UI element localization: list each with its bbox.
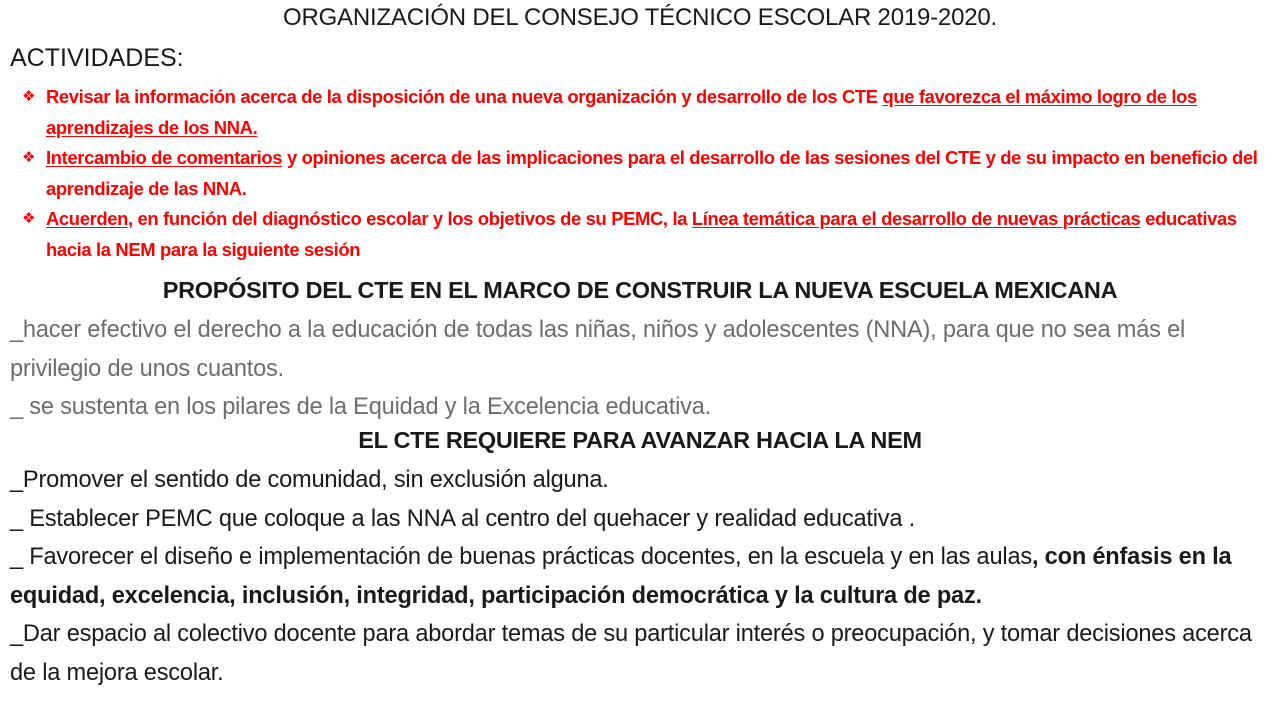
activity-underlined-text: Intercambio de comentarios <box>46 147 283 168</box>
activities-heading: ACTIVIDADES: <box>10 44 184 72</box>
purpose-text <box>10 311 1274 427</box>
activities-list <box>10 82 1272 265</box>
diamond-bullet-icon: ❖ <box>22 88 36 105</box>
requires-line: _Dar espacio al colectivo docente para abordar temas de su particular interés o preocupación, y tomar decisiones acerca de la mejora escolar. <box>10 621 1252 686</box>
list-item <box>10 82 1272 143</box>
activity-text: y opiniones acerca de las implicaciones para el desarrollo de las sesiones del CTE y de su impacto en beneficio del aprendizaje de las NNA. <box>46 147 1258 199</box>
requires-line-bold: , con énfasis en la equidad, excelencia, inclusión, integridad, participación democrática y la cultura de paz. <box>10 544 1232 609</box>
list-item <box>10 204 1272 265</box>
activity-underlined-text: Acuerden, <box>46 208 133 229</box>
list-item <box>10 143 1272 204</box>
activity-text: Revisar la información acerca de la disposición de una nueva organización y desarrollo de los CTE <box>46 86 883 107</box>
purpose-line: _hacer efectivo el derecho a la educación de todas las niñas, niños y adolescentes (NNA), para que no sea más el privilegio de unos cuantos. <box>10 317 1186 382</box>
page-title: ORGANIZACIÓN DEL CONSEJO TÉCNICO ESCOLAR 2019-2020. <box>282 4 997 31</box>
activity-text: en función del diagnóstico escolar y los objetivos de su PEMC, la <box>132 208 692 229</box>
activity-text: educativas hacia la NEM para la siguiente sesión <box>46 208 1237 260</box>
purpose-heading: PROPÓSITO DEL CTE EN EL MARCO DE CONSTRUIR LA NUEVA ESCUELA MEXICANA <box>162 277 1118 303</box>
purpose-line: _ se sustenta en los pilares de la Equidad y la Excelencia educativa. <box>10 394 712 420</box>
activity-underlined-text: Línea temática para el desarrollo de nuevas prácticas <box>691 208 1141 229</box>
diamond-bullet-icon: ❖ <box>22 149 36 166</box>
requires-line: _ Establecer PEMC que coloque a las NNA al centro del quehacer y realidad educativa . <box>10 505 915 532</box>
requires-line-plain: _ Favorecer el diseño e implementación de buenas prácticas docentes, en la escuela y en las aulas <box>10 544 1032 570</box>
requires-line: _Promover el sentido de comunidad, sin exclusión alguna. <box>10 467 609 493</box>
requires-heading: EL CTE REQUIERE PARA AVANZAR HACIA LA NEM <box>358 427 922 453</box>
requires-text <box>10 461 1274 692</box>
requires-line <box>10 538 1274 615</box>
diamond-bullet-icon: ❖ <box>22 210 36 227</box>
activity-underlined-text: que favorezca el máximo logro de los aprendizajes de los NNA. <box>46 86 1197 138</box>
